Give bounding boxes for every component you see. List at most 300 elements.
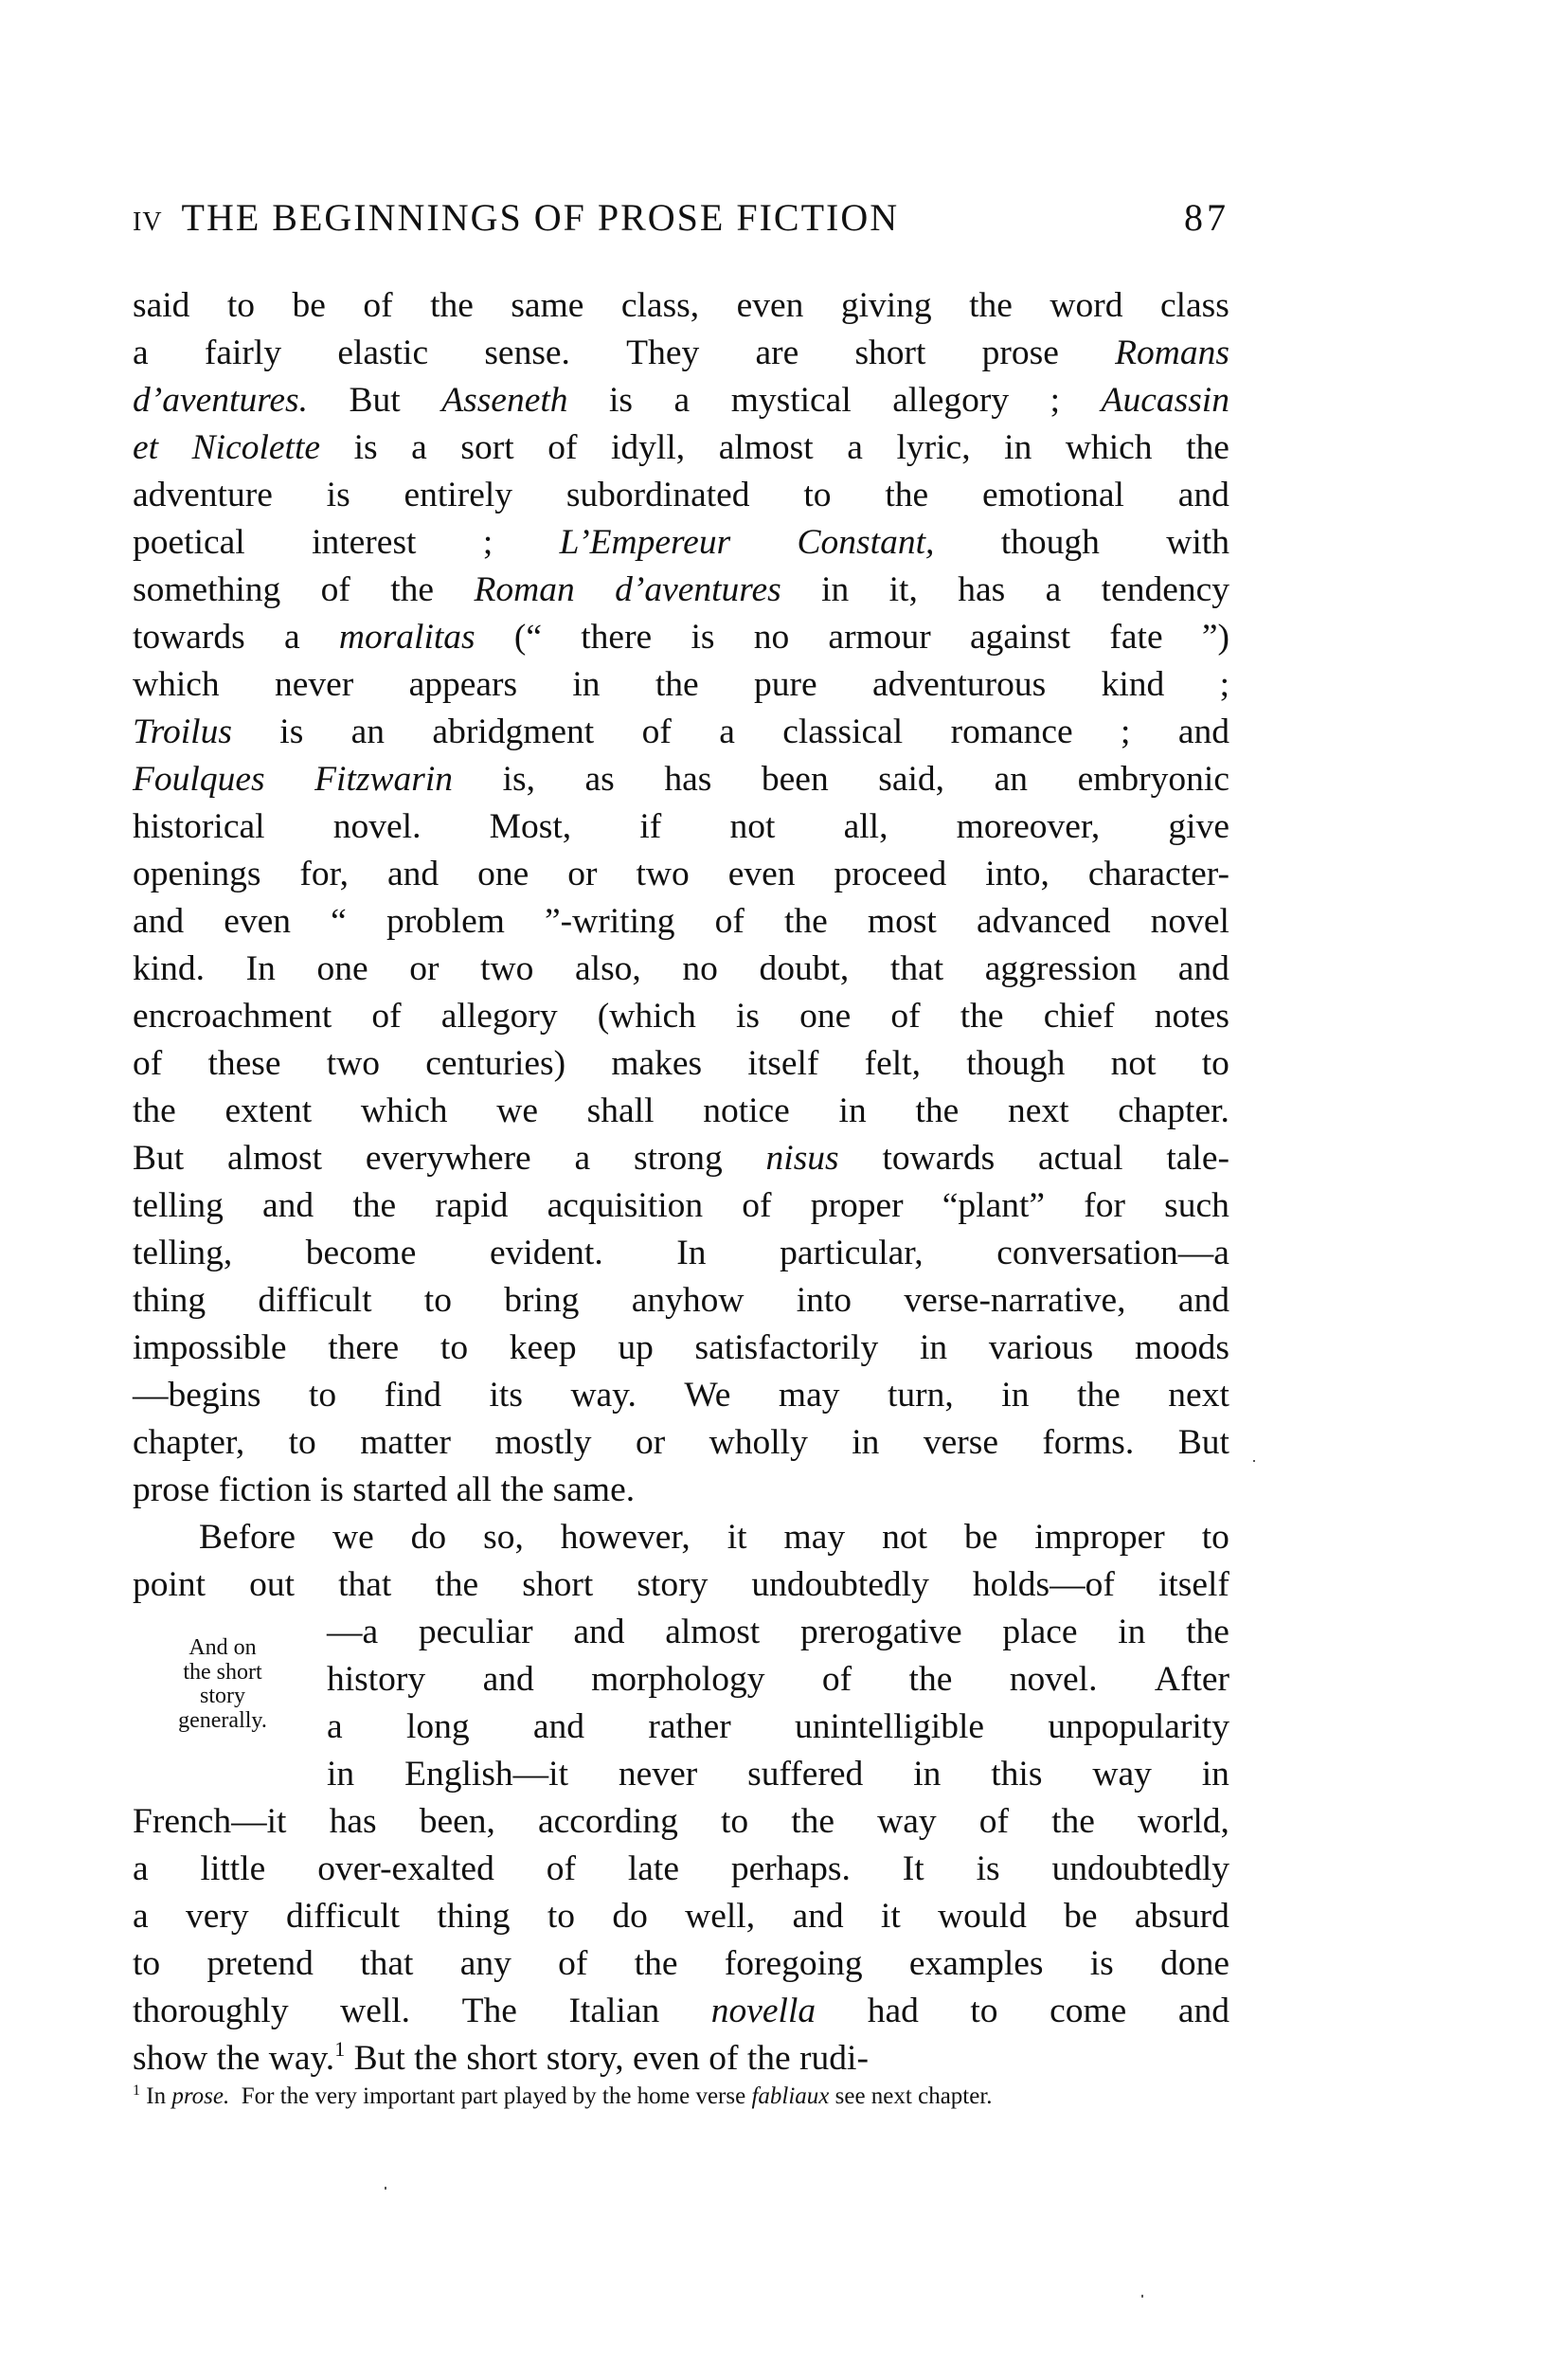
word: never <box>618 1755 698 1794</box>
word: late <box>627 1849 679 1888</box>
word: chapter, <box>133 1423 245 1462</box>
word: subordinated <box>565 476 750 514</box>
word: these <box>207 1044 281 1083</box>
word: the <box>1076 1376 1121 1415</box>
word: this <box>991 1755 1043 1794</box>
word: matter <box>360 1423 452 1462</box>
word: and <box>1177 712 1229 751</box>
text-line <box>133 993 1229 1040</box>
word: all <box>456 1470 493 1509</box>
word: to <box>226 286 256 325</box>
word: the <box>414 2039 458 2078</box>
word: way <box>877 1802 937 1841</box>
word: mystical <box>730 381 852 420</box>
word: Troilus <box>133 712 232 751</box>
word: almost <box>665 1613 761 1651</box>
word: interest <box>312 523 417 562</box>
text-line <box>133 1893 1229 1940</box>
word: way <box>1092 1755 1152 1794</box>
word: a <box>673 381 691 420</box>
word: very <box>185 1897 249 1936</box>
word: the <box>1051 1802 1095 1841</box>
text-line <box>133 1514 1229 1561</box>
word: in <box>919 1328 948 1367</box>
word: is <box>1089 1944 1114 1983</box>
word: difficult <box>258 1281 372 1320</box>
word: tale- <box>1166 1139 1229 1178</box>
word: and <box>482 1660 534 1699</box>
word: over-exalted <box>317 1849 494 1888</box>
word: centuries) <box>425 1044 566 1083</box>
word: of <box>371 997 402 1036</box>
word: peculiar <box>418 1613 533 1651</box>
word: even <box>224 902 292 941</box>
word: particular, <box>780 1234 924 1272</box>
word: of <box>558 1944 588 1983</box>
word: a <box>133 1849 149 1888</box>
word: place <box>1002 1613 1078 1651</box>
word: the <box>435 1565 479 1604</box>
word: Romans <box>1115 334 1229 372</box>
word: even <box>736 286 804 325</box>
word: which <box>133 665 220 704</box>
word: proceed <box>834 855 947 893</box>
word: and <box>573 1613 625 1651</box>
word: for <box>1084 1186 1125 1225</box>
running-header <box>133 195 1229 244</box>
word: the <box>885 476 929 514</box>
word: actual <box>1038 1139 1123 1178</box>
word: it, <box>888 570 918 609</box>
word: everywhere <box>365 1139 531 1178</box>
word: or <box>567 855 598 893</box>
text-line <box>133 1988 1229 2035</box>
word: to <box>308 1376 337 1415</box>
word: no <box>753 618 790 657</box>
word: “plant” <box>942 1186 1046 1225</box>
footnote <box>133 2081 1229 2113</box>
word: in <box>1001 1376 1030 1415</box>
word: towards <box>882 1139 996 1178</box>
word: itself <box>747 1044 819 1083</box>
word: would <box>938 1897 1027 1936</box>
word: et <box>133 428 159 467</box>
word: though <box>966 1044 1066 1083</box>
word: extent <box>224 1091 313 1130</box>
word: of <box>742 1186 772 1225</box>
word: world, <box>1138 1802 1229 1841</box>
word: the <box>1186 1613 1229 1651</box>
word: of <box>714 902 745 941</box>
word: d’aventures. <box>133 381 309 420</box>
word: though <box>1000 523 1100 562</box>
word: prose <box>133 1470 210 1509</box>
word: sort <box>460 428 514 467</box>
word: long <box>405 1707 470 1746</box>
text-line <box>133 567 1229 614</box>
word: undoubtedly <box>1051 1849 1229 1888</box>
word: the <box>216 2039 260 2078</box>
word: of <box>133 1044 163 1083</box>
text-line <box>133 1940 1229 1988</box>
word: not <box>1110 1044 1157 1083</box>
word: The <box>461 1992 517 2030</box>
word: Before <box>199 1518 296 1557</box>
word: a <box>574 1139 591 1178</box>
word: moreover, <box>956 807 1101 846</box>
margin-note-line: generally. <box>178 1707 267 1733</box>
word: turn, <box>888 1376 954 1415</box>
word: improper <box>1034 1518 1165 1557</box>
word: show <box>133 2039 208 2078</box>
word: started <box>352 1470 448 1509</box>
text-line <box>133 377 1229 424</box>
word: proper <box>810 1186 904 1225</box>
word: a <box>1045 570 1062 609</box>
word: ; <box>1219 665 1229 704</box>
word: a <box>847 428 863 467</box>
word: do <box>410 1518 447 1557</box>
word: morphology <box>591 1660 765 1699</box>
word: thoroughly <box>133 1992 289 2030</box>
word: romance <box>950 712 1073 751</box>
word: Roman <box>474 570 575 609</box>
word: even <box>633 2039 700 2078</box>
word: and <box>133 902 185 941</box>
word: way. <box>570 1376 637 1415</box>
word: unintelligible <box>795 1707 985 1746</box>
word: notice <box>703 1091 790 1130</box>
word: chief <box>1043 997 1115 1036</box>
word: But <box>353 2039 405 2078</box>
word: the <box>960 997 1004 1036</box>
word: is <box>279 712 304 751</box>
word: openings <box>133 855 261 893</box>
word: which <box>1065 428 1153 467</box>
word: it <box>880 1897 901 1936</box>
word: (“ <box>513 618 543 657</box>
word: English—it <box>404 1755 569 1794</box>
word: thing <box>437 1897 511 1936</box>
word: Constant, <box>797 523 935 562</box>
word: Italian <box>568 1992 660 2030</box>
word: forms. <box>1042 1423 1135 1462</box>
word: French—it <box>133 1802 287 1841</box>
word: and <box>262 1186 314 1225</box>
word: and <box>1177 1281 1229 1320</box>
word: little <box>200 1849 266 1888</box>
running-title: THE BEGINNINGS OF PROSE FICTION <box>181 196 900 239</box>
word: we <box>496 1091 538 1130</box>
word: has <box>329 1802 377 1841</box>
word: and <box>1177 1992 1229 2030</box>
word: such <box>1164 1186 1229 1225</box>
word: in <box>821 570 850 609</box>
word: there <box>328 1328 400 1367</box>
word: one <box>799 997 852 1036</box>
word: examples <box>908 1944 1044 1983</box>
text-line <box>133 851 1229 898</box>
paper-speck <box>1141 2295 1143 2298</box>
word: of <box>821 1660 852 1699</box>
word: it <box>727 1518 747 1557</box>
word: holds—of <box>972 1565 1115 1604</box>
word: sense. <box>484 334 570 372</box>
word: or <box>635 1423 666 1462</box>
word: way.$^1$ <box>268 2037 346 2078</box>
word: into <box>796 1281 852 1320</box>
margin-note-line: the short <box>183 1659 262 1685</box>
word: adventurous <box>871 665 1047 704</box>
word: a <box>719 712 735 751</box>
word: the <box>908 1660 953 1699</box>
word: to <box>1201 1518 1229 1557</box>
word: done <box>1160 1944 1229 1983</box>
word: give <box>1168 807 1229 846</box>
text-line <box>133 330 1229 377</box>
word: history <box>327 1660 426 1699</box>
word: Foulques <box>133 760 265 799</box>
word: chapter. <box>1118 1091 1229 1130</box>
word: pretend <box>206 1944 314 1983</box>
word: fairly <box>204 334 282 372</box>
word: one <box>477 855 529 893</box>
word: as <box>584 760 615 799</box>
word: said <box>133 286 190 325</box>
word: is <box>976 1849 1000 1888</box>
word: itself <box>1157 1565 1229 1604</box>
word: a <box>411 428 427 467</box>
word: makes <box>611 1044 703 1083</box>
word: appears <box>408 665 518 704</box>
word: the <box>352 1186 397 1225</box>
word: “ <box>331 902 347 941</box>
word: said, <box>878 760 945 799</box>
word: to <box>288 1423 316 1462</box>
word: is <box>326 476 350 514</box>
word: we <box>332 1518 374 1557</box>
word: which <box>360 1091 448 1130</box>
word: novella <box>710 1992 816 2030</box>
text-line <box>133 1846 1229 1893</box>
word: advanced <box>976 902 1111 941</box>
word: in <box>1004 428 1032 467</box>
word: idyll, <box>611 428 686 467</box>
text-line <box>133 946 1229 993</box>
word: verse-narrative, <box>904 1281 1126 1320</box>
word: evident. <box>489 1234 603 1272</box>
word: thing <box>133 1281 206 1320</box>
text-line <box>133 1798 1229 1846</box>
word: to <box>970 1992 998 2030</box>
word: a <box>133 334 149 372</box>
text-line <box>133 614 1229 661</box>
word: in <box>1201 1755 1229 1794</box>
word: lyric, <box>896 428 971 467</box>
text-line <box>133 1277 1229 1325</box>
word: been, <box>419 1802 495 1841</box>
word: conversation—a <box>996 1234 1229 1272</box>
word: classical <box>782 712 904 751</box>
word: short <box>466 2039 538 2078</box>
word: had <box>867 1992 919 2030</box>
word: It <box>902 1849 924 1888</box>
text-line <box>133 1419 1229 1467</box>
word: (which <box>597 997 696 1036</box>
word: and <box>387 855 440 893</box>
word: is <box>736 997 761 1036</box>
word: almost <box>718 428 814 467</box>
word: towards <box>133 618 245 657</box>
word: bring <box>504 1281 580 1320</box>
word: various <box>988 1328 1094 1367</box>
word: are <box>755 334 799 372</box>
word: next <box>1007 1091 1069 1130</box>
body-text <box>133 282 1229 2082</box>
word: the <box>915 1091 960 1130</box>
text-line <box>133 1135 1229 1182</box>
word: be <box>963 1518 998 1557</box>
word: emotional <box>982 476 1124 514</box>
word: In <box>245 949 276 988</box>
word: rapid <box>435 1186 509 1225</box>
word: same. <box>552 1470 636 1509</box>
word: do <box>612 1897 648 1936</box>
text-line <box>133 424 1229 472</box>
word: no <box>682 949 718 988</box>
word: well. <box>340 1992 411 2030</box>
text-line <box>133 898 1229 946</box>
word: a <box>283 618 300 657</box>
word: the <box>1186 428 1229 467</box>
word: for, <box>299 855 350 893</box>
word: In <box>676 1234 707 1272</box>
word: of <box>641 712 672 751</box>
word: to <box>1201 1044 1229 1083</box>
text-line <box>133 1561 1229 1609</box>
word: impossible <box>133 1328 287 1367</box>
text-line <box>133 1182 1229 1230</box>
word: the <box>500 1470 545 1509</box>
word: that <box>338 1565 392 1604</box>
word: absurd <box>1134 1897 1229 1936</box>
word: keep <box>509 1328 577 1367</box>
text-line <box>133 2035 1229 2082</box>
word: to <box>423 1281 452 1320</box>
paper-speck <box>1253 1460 1255 1462</box>
word: never <box>274 665 354 704</box>
page-number: 87 <box>1184 196 1229 239</box>
word: so, <box>483 1518 524 1557</box>
word: prerogative <box>799 1613 962 1651</box>
word: same <box>511 286 584 325</box>
word: elastic <box>337 334 429 372</box>
word: verse <box>923 1423 998 1462</box>
word: undoubtedly <box>751 1565 929 1604</box>
word: kind. <box>133 949 206 988</box>
word: Asseneth <box>441 381 568 420</box>
word: also, <box>575 949 641 988</box>
word: to <box>803 476 832 514</box>
word: an <box>350 712 386 751</box>
word: allegory <box>892 381 1010 420</box>
word: of <box>363 286 393 325</box>
word: to <box>440 1328 469 1367</box>
text-line <box>133 756 1229 803</box>
word: novel. <box>332 807 422 846</box>
word: satisfactorily <box>694 1328 879 1367</box>
word: pure <box>754 665 817 704</box>
word: entirely <box>404 476 513 514</box>
word: a <box>133 1897 149 1936</box>
word: against <box>969 618 1071 657</box>
word: acquisition <box>547 1186 704 1225</box>
word: —begins <box>133 1376 261 1415</box>
word: in <box>1118 1613 1146 1651</box>
word: felt, <box>864 1044 921 1083</box>
word: however, <box>560 1518 691 1557</box>
word: ”) <box>1201 618 1229 657</box>
word: a <box>327 1707 343 1746</box>
word: that <box>889 949 944 988</box>
word: of <box>546 1849 576 1888</box>
word: mostly <box>494 1423 592 1462</box>
text-line <box>133 803 1229 851</box>
word: rather <box>648 1707 731 1746</box>
word: word <box>1050 286 1123 325</box>
word: ; <box>1121 712 1131 751</box>
word: ; <box>482 523 493 562</box>
word: with <box>1166 523 1229 562</box>
word: adventure <box>133 476 273 514</box>
word: has <box>958 570 1006 609</box>
word: two <box>480 949 534 988</box>
text-line <box>133 1088 1229 1135</box>
word: of <box>978 1802 1009 1841</box>
margin-note-line: story <box>200 1684 245 1708</box>
word: that <box>360 1944 414 1983</box>
word: if <box>639 807 662 846</box>
word: But <box>349 381 401 420</box>
word: class <box>1159 286 1229 325</box>
word: may <box>778 1376 840 1415</box>
word: two <box>326 1044 381 1083</box>
word: not <box>729 807 776 846</box>
word: and <box>1177 476 1229 514</box>
text-line <box>133 1230 1229 1277</box>
word: perhaps. <box>730 1849 851 1888</box>
text-line <box>133 1325 1229 1372</box>
word: according <box>537 1802 678 1841</box>
word: and <box>532 1707 585 1746</box>
word: poetical <box>133 523 245 562</box>
word: of <box>890 997 921 1036</box>
word: historical <box>133 807 265 846</box>
word: of <box>320 570 350 609</box>
word: an <box>994 760 1029 799</box>
word: —a <box>327 1613 379 1651</box>
text-line <box>133 519 1229 567</box>
word: out <box>249 1565 296 1604</box>
word: in <box>327 1755 355 1794</box>
word: story <box>637 1565 709 1604</box>
word: in <box>572 665 601 704</box>
word: embryonic <box>1077 760 1229 799</box>
word: novel <box>1150 902 1229 941</box>
word: be <box>1064 1897 1098 1936</box>
word: d’aventures <box>615 570 781 609</box>
word: abridgment <box>432 712 595 751</box>
